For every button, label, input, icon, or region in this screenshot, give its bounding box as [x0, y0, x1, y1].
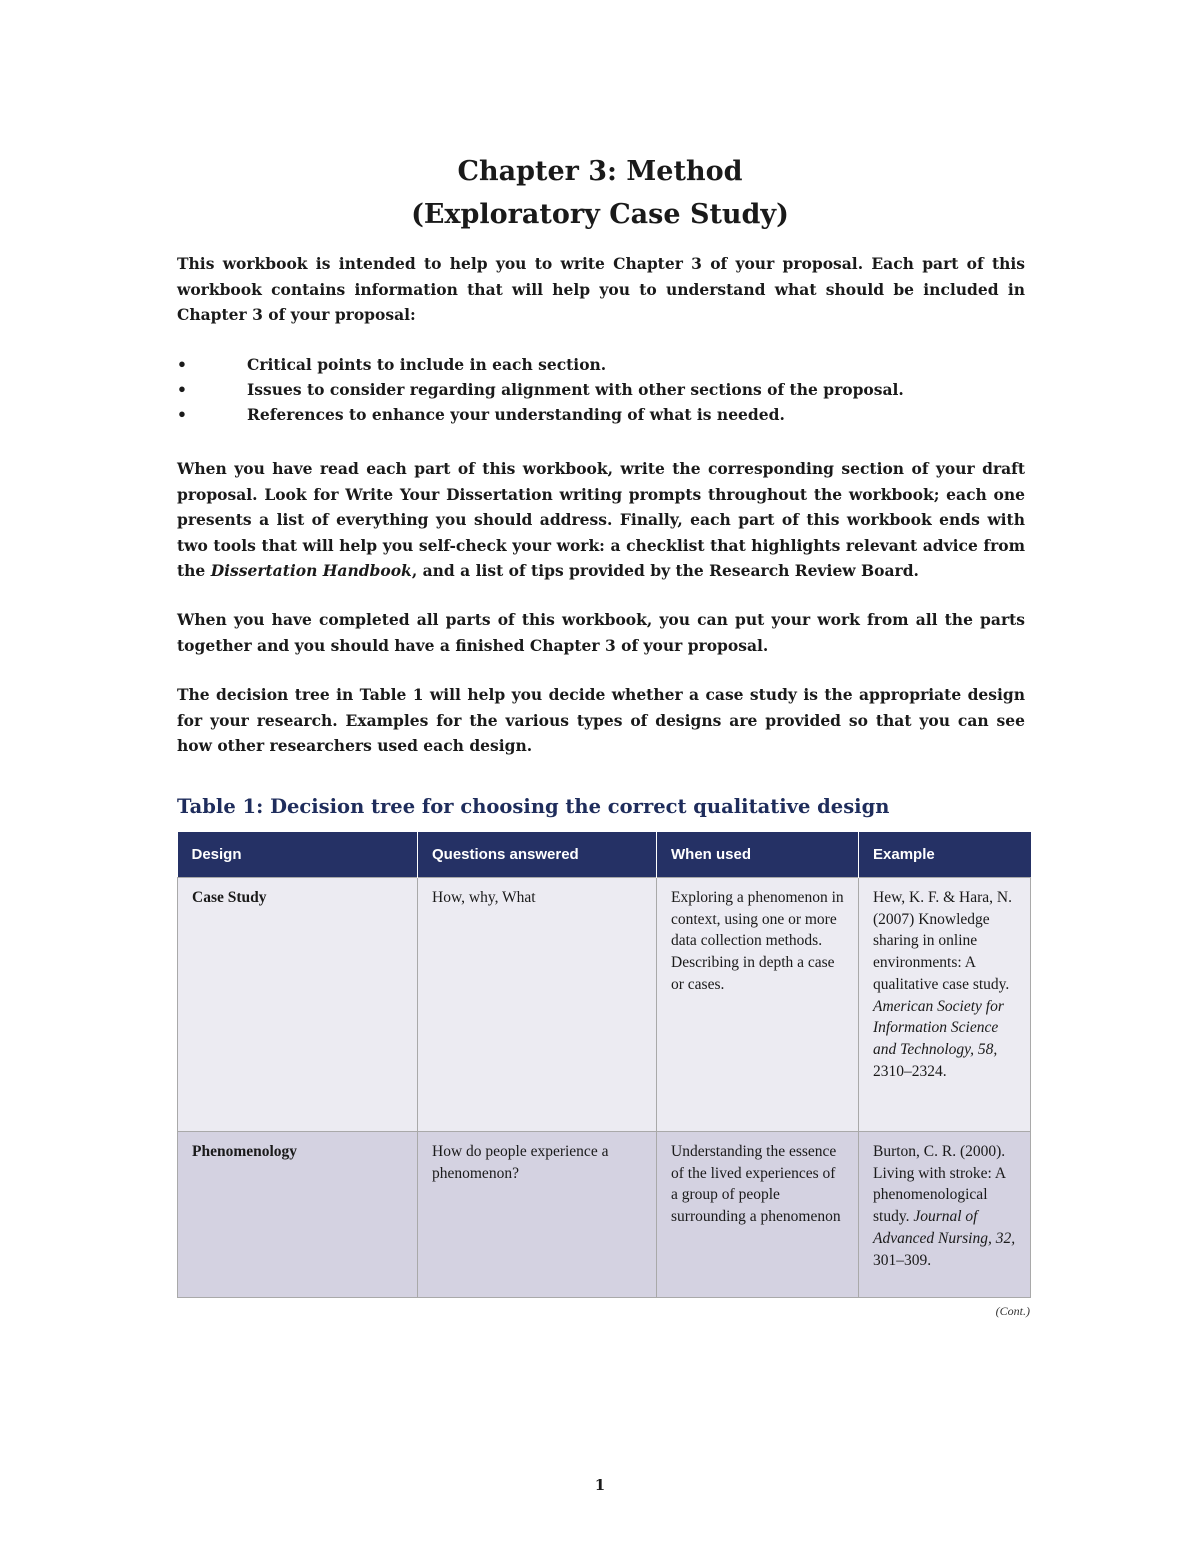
column-header: Design	[178, 832, 418, 878]
list-item: • References to enhance your understanding of what is needed.	[177, 402, 1025, 427]
questions-cell: How, why, What	[418, 878, 657, 1132]
bullet-icon: •	[177, 380, 187, 399]
example-cell: Hew, K. F. & Hara, N. (2007) Knowledge sharing in online environments: A qualitative case study. American Society for Information Science and Technology, 58, 2310–2324.	[859, 878, 1031, 1132]
column-header: When used	[657, 832, 859, 878]
design-cell: Phenomenology	[178, 1132, 418, 1298]
questions-cell: How do people experience a phenomenon?	[418, 1132, 657, 1298]
completion-paragraph: When you have completed all parts of this workbook, you can put your work from all the parts together and you should have a finished Chapter 3 of your proposal.	[177, 610, 1025, 655]
bullet-icon: •	[177, 355, 187, 374]
page-number: 1	[594, 1476, 606, 1494]
decision-table	[177, 832, 1031, 1298]
list-item: • Critical points to include in each section.	[177, 352, 1025, 377]
chapter-title: Chapter 3: Method	[457, 156, 743, 187]
column-header: Questions answered	[418, 832, 657, 878]
when-used-cell: Understanding the essence of the lived experiences of a group of people surrounding a phenomenon	[657, 1132, 859, 1298]
table-row	[178, 1132, 1031, 1298]
decision-tree-paragraph: The decision tree in Table 1 will help you decide whether a case study is the appropriate design for your research. Examples for the various types of designs are provided so that you can see how other researchers used each design.	[177, 685, 1025, 755]
bullet-list	[177, 352, 1025, 427]
column-header: Example	[859, 832, 1031, 878]
design-cell: Case Study	[178, 878, 418, 1132]
intro-paragraph: This workbook is intended to help you to write Chapter 3 of your proposal. Each part of this workbook contains information that will help you to understand what should be included in Chapter 3 of your proposal:	[177, 254, 1025, 324]
bullet-icon: •	[177, 405, 187, 424]
list-item: • Issues to consider regarding alignment with other sections of the proposal.	[177, 377, 1025, 402]
instructions-paragraph: When you have read each part of this workbook, write the corresponding section of your draft proposal. Look for Write Your Dissertation writing prompts throughout the workbook; each one presents a list of everything you should address. Finally, each part of this workbook ends with two tools that will help you self-check your work: a checklist that highlights relevant advice from the Dissertation Handbook, and a list of tips provided by the Research Review Board.	[177, 459, 1025, 580]
table-header-row	[178, 832, 1031, 878]
chapter-subtitle: (Exploratory Case Study)	[411, 199, 789, 230]
table-caption: Table 1: Decision tree for choosing the correct qualitative design	[177, 795, 890, 818]
example-cell: Burton, C. R. (2000). Living with stroke: A phenomenological study. Journal of Advanced Nursing, 32, 301–309.	[859, 1132, 1031, 1298]
handbook-title: Dissertation Handbook	[210, 561, 412, 580]
table-row	[178, 878, 1031, 1132]
when-used-cell: Exploring a phenomenon in context, using one or more data collection methods. Describing in depth a case or cases.	[657, 878, 859, 1132]
continued-note: (Cont.)	[995, 1304, 1030, 1318]
